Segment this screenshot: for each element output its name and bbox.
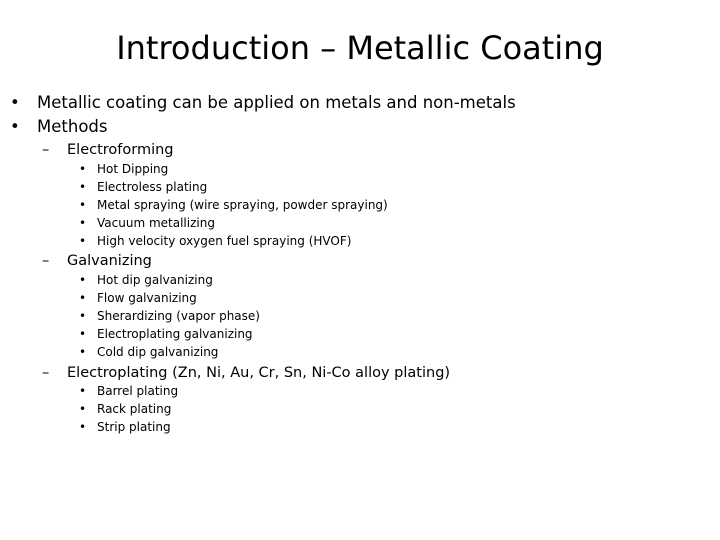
method-label: Electroforming [67, 142, 174, 158]
bullet-marker: • [10, 93, 20, 112]
sub-item-text: Hot Dipping [97, 162, 169, 176]
sub-item-text: Rack plating [97, 402, 172, 416]
method-label: Galvanizing [67, 253, 152, 269]
sub-bullet-marker: • [79, 216, 87, 230]
dash-marker: – [42, 142, 50, 158]
dash-marker: – [42, 365, 50, 381]
bullet-text: Methods [37, 117, 108, 136]
sub-item-text: Electroplating galvanizing [97, 327, 253, 341]
sub-bullet-marker: • [79, 345, 87, 359]
sub-item-text: Barrel plating [97, 384, 179, 398]
sub-bullet-marker: • [79, 180, 87, 194]
sub-item-text: Sherardizing (vapor phase) [97, 309, 260, 323]
sub-item-text: High velocity oxygen fuel spraying (HVOF) [97, 234, 352, 248]
sub-bullet-marker: • [79, 420, 87, 434]
sub-bullet-marker: • [79, 273, 87, 287]
sub-bullet-marker: • [79, 291, 87, 305]
sub-item-text: Electroless plating [97, 180, 208, 194]
method-label: Electroplating (Zn, Ni, Au, Cr, Sn, Ni-Co alloy plating) [67, 365, 451, 381]
sub-bullet-marker: • [79, 384, 87, 398]
sub-item-text: Cold dip galvanizing [97, 345, 219, 359]
sub-item-text: Strip plating [97, 420, 171, 434]
slide-title: Introduction – Metallic Coating [116, 29, 604, 67]
sub-item-text: Flow galvanizing [97, 291, 197, 305]
bullet-marker: • [10, 117, 20, 136]
sub-bullet-marker: • [79, 309, 87, 323]
sub-bullet-marker: • [79, 162, 87, 176]
sub-bullet-marker: • [79, 327, 87, 341]
dash-marker: – [42, 253, 50, 269]
sub-bullet-marker: • [79, 198, 87, 212]
sub-item-text: Metal spraying (wire spraying, powder spraying) [97, 198, 388, 212]
sub-bullet-marker: • [79, 234, 87, 248]
sub-item-text: Vacuum metallizing [97, 216, 215, 230]
bullet-text: Metallic coating can be applied on metals and non-metals [37, 93, 516, 112]
sub-item-text: Hot dip galvanizing [97, 273, 213, 287]
sub-bullet-marker: • [79, 402, 87, 416]
